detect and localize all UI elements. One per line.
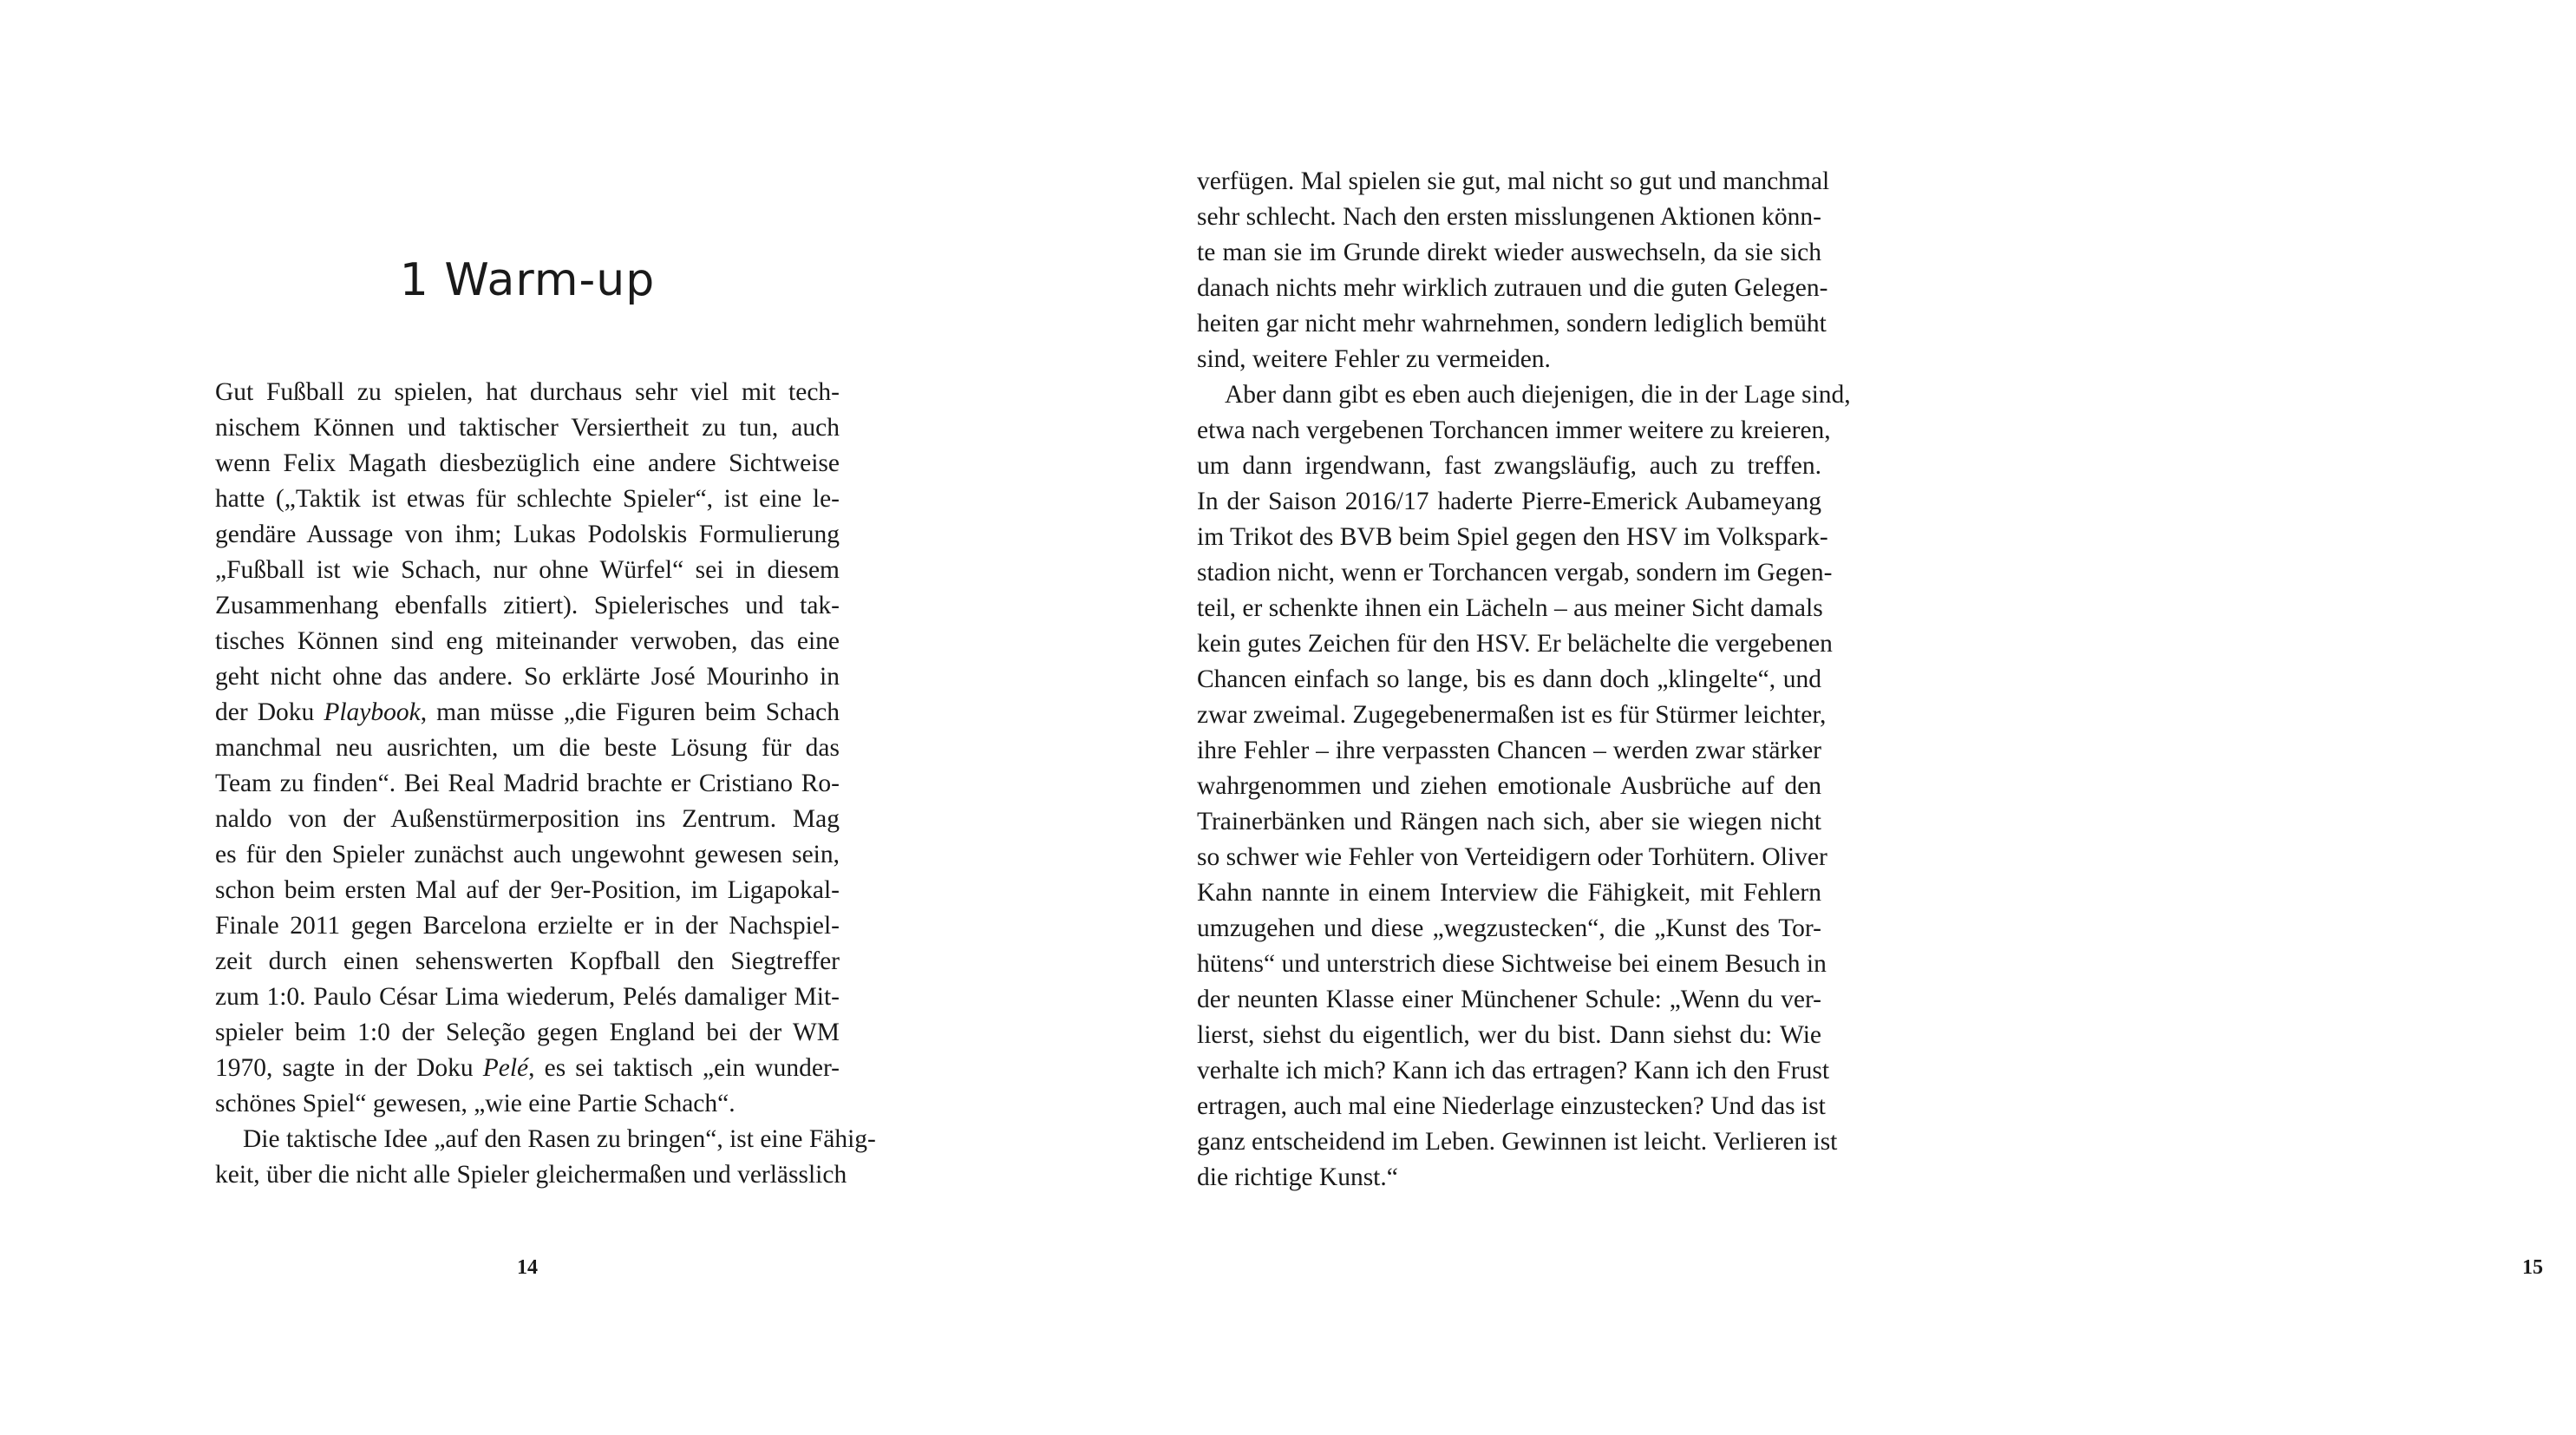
text-line: Team zu finden“. Bei Real Madrid brachte er Cristiano Ro- (215, 770, 840, 797)
text-line: ihre Fehler – ihre verpassten Chancen – werden zwar stärker (1197, 737, 1821, 764)
text-line: ganz entscheidend im Leben. Gewinnen ist leicht. Verlieren ist (1197, 1128, 1838, 1156)
text-line: die richtige Kunst.“ (1197, 1163, 1398, 1191)
text-line: ertragen, auch mal eine Niederlage einzustecken? Und das ist (1197, 1092, 1826, 1120)
text-line: sind, weitere Fehler zu vermeiden. (1197, 345, 1551, 373)
text-line: im Trikot des BVB beim Spiel gegen den HSV im Volkspark- (1197, 523, 1828, 551)
text-line: Zusammenhang ebenfalls zitiert). Spielerisches und tak- (215, 592, 840, 619)
left-body-text (215, 375, 876, 1193)
text-line: danach nichts mehr wirklich zutrauen und die guten Gelegen- (1197, 274, 1828, 302)
text-line: teil, er schenkte ihnen ein Lächeln – aus meiner Sicht damals (1197, 594, 1823, 622)
text-line: schönes Spiel“ gewesen, „wie eine Partie Schach“. (215, 1090, 736, 1117)
text-line: es für den Spieler zunächst auch ungewohnt gewesen sein, (215, 841, 840, 868)
text-line: naldo von der Außenstürmerposition ins Zentrum. Mag (215, 805, 840, 833)
text-line: umzugehen und diese „wegzustecken“, die „Kunst des Tor- (1197, 914, 1821, 942)
text-line: etwa nach vergebenen Torchancen immer weitere zu kreieren, (1197, 416, 1831, 444)
text-line: 1970, sagte in der Doku Pelé, es sei taktisch „ein wunder- (215, 1054, 840, 1082)
text-line: manchmal neu ausrichten, um die beste Lösung für das (215, 734, 840, 762)
text-line: Chancen einfach so lange, bis es dann doch „klingelte“, und (1197, 665, 1821, 693)
text-line: sehr schlecht. Nach den ersten misslungenen Aktionen könn- (1197, 203, 1821, 231)
text-line: heiten gar nicht mehr wahrnehmen, sondern lediglich bemüht (1197, 310, 1827, 337)
text-line: verfügen. Mal spielen sie gut, mal nicht so gut und manchmal (1197, 167, 1830, 195)
text-line: tisches Können sind eng miteinander verwoben, das eine (215, 627, 840, 655)
text-line: wahrgenommen und ziehen emotionale Ausbrüche auf den (1197, 772, 1821, 800)
text-line: nischem Können und taktischer Versiertheit zu tun, auch (215, 414, 840, 442)
text-line: hatte („Taktik ist etwas für schlechte Spieler“, ist eine le- (215, 485, 840, 513)
text-line: Die taktische Idee „auf den Rasen zu bringen“, ist eine Fähig- (243, 1125, 876, 1153)
text-line: schon beim ersten Mal auf der 9er-Position, im Ligapokal- (215, 876, 840, 904)
text-line: zwar zweimal. Zugegebenermaßen ist es für Stürmer leichter, (1197, 701, 1827, 729)
text-line: Kahn nannte in einem Interview die Fähigkeit, mit Fehlern (1197, 879, 1821, 907)
text-line: Trainerbänken und Rängen nach sich, aber sie wiegen nicht (1197, 808, 1821, 835)
right-page (1015, 0, 2543, 1435)
right-body-text (1197, 164, 1851, 1196)
text-line: kein gutes Zeichen für den HSV. Er belächelte die vergebenen (1197, 630, 1833, 658)
text-line: In der Saison 2016/17 haderte Pierre-Emerick Aubameyang (1197, 488, 1821, 515)
page-number-left: 14 (517, 1256, 538, 1279)
text-line: zum 1:0. Paulo César Lima wiederum, Pelés damaliger Mit- (215, 983, 840, 1011)
text-line: verhalte ich mich? Kann ich das ertragen? Kann ich den Frust (1197, 1057, 1830, 1084)
text-line: lierst, siehst du eigentlich, wer du bist. Dann siehst du: Wie (1197, 1021, 1821, 1049)
text-line: um dann irgendwann, fast zwangsläufig, auch zu treffen. (1197, 452, 1821, 480)
text-line: keit, über die nicht alle Spieler gleichermaßen und verlässlich (215, 1161, 847, 1189)
text-line: te man sie im Grunde direkt wieder auswechseln, da sie sich (1197, 239, 1821, 266)
left-page (0, 0, 1015, 1435)
text-line: der Doku Playbook, man müsse „die Figuren beim Schach (215, 698, 840, 726)
text-line: spieler beim 1:0 der Seleção gegen England bei der WM (215, 1019, 840, 1046)
text-line: wenn Felix Magath diesbezüglich eine andere Sichtweise (215, 449, 840, 477)
text-line: geht nicht ohne das andere. So erklärte José Mourinho in (215, 663, 840, 691)
text-line: hütens“ und unterstrich diese Sichtweise bei einem Besuch in (1197, 950, 1827, 978)
text-line: der neunten Klasse einer Münchener Schule: „Wenn du ver- (1197, 986, 1821, 1013)
text-line: stadion nicht, wenn er Torchancen vergab, sondern im Gegen- (1197, 559, 1833, 586)
text-line: Finale 2011 gegen Barcelona erzielte er in der Nachspiel- (215, 912, 840, 940)
text-line: Aber dann gibt es eben auch diejenigen, die in der Lage sind, (1225, 381, 1851, 409)
text-line: gendäre Aussage von ihm; Lukas Podolskis Formulierung (215, 521, 840, 548)
text-line: zeit durch einen sehenswerten Kopfball den Siegtreffer (215, 947, 840, 975)
page-number-right: 15 (2522, 1256, 2543, 1279)
text-line: „Fußball ist wie Schach, nur ohne Würfel“ sei in diesem (215, 556, 840, 584)
chapter-title: 1 Warm-up (399, 254, 656, 306)
text-line: so schwer wie Fehler von Verteidigern oder Torhütern. Oliver (1197, 843, 1827, 871)
text-line: Gut Fußball zu spielen, hat durchaus sehr viel mit tech- (215, 378, 840, 406)
